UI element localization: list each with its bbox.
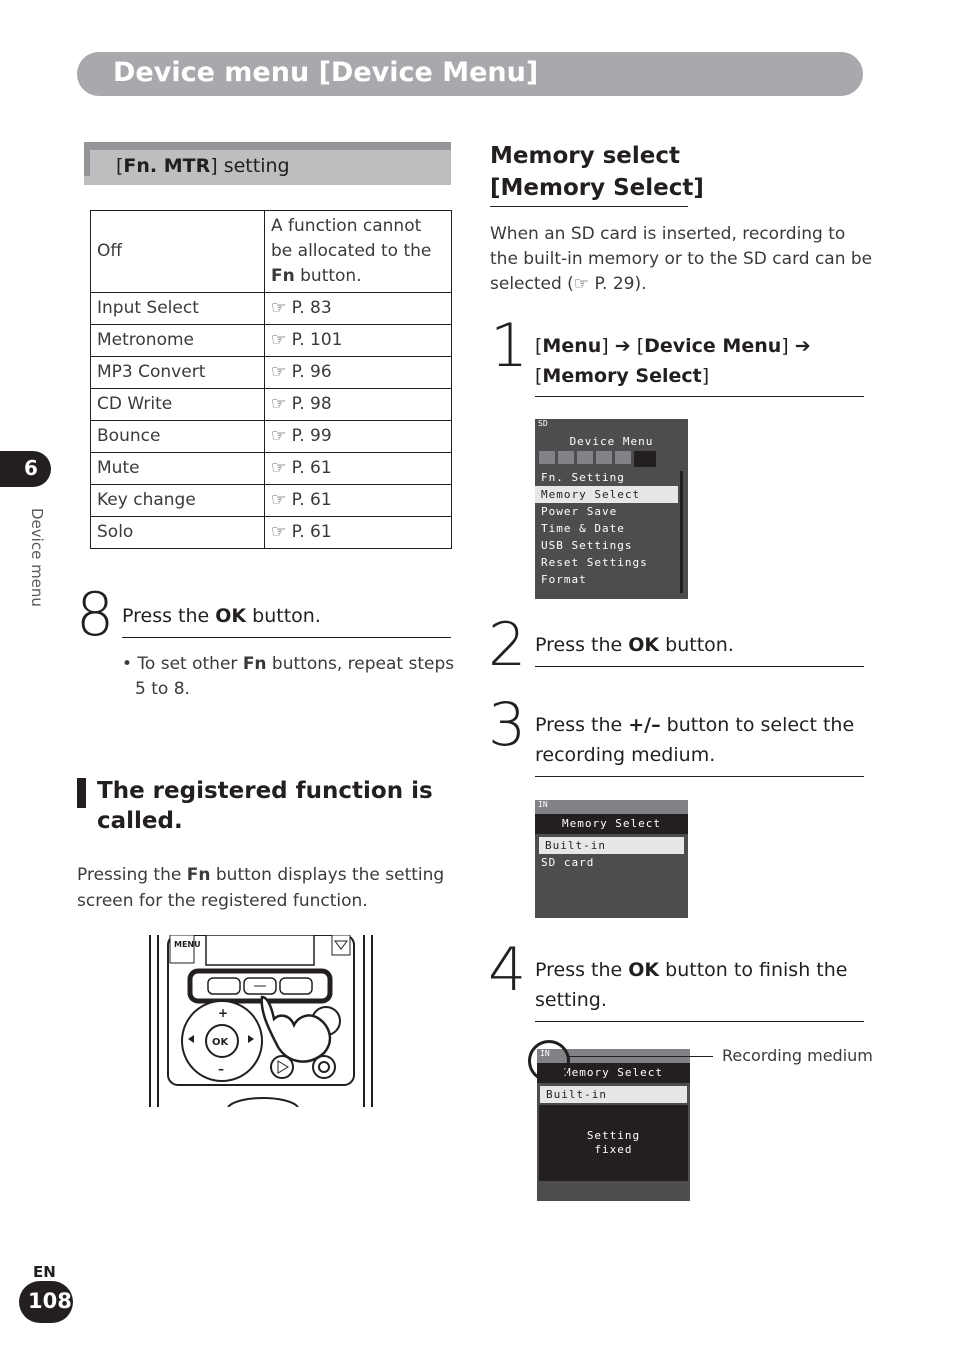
step-2-number: 2 <box>488 610 527 680</box>
table-cell: ☞ P. 83 <box>265 293 452 325</box>
ok-key-label: OK <box>212 1037 229 1048</box>
table-cell: Mute <box>91 453 265 485</box>
status-bar: SD <box>538 419 548 428</box>
screen-title: Memory Select <box>537 1063 690 1083</box>
memory-select-title: Memory select [Memory Select] <box>490 143 704 201</box>
table-cell: MP3 Convert <box>91 357 265 389</box>
svg-text:+: + <box>218 1006 229 1020</box>
callout-line <box>567 1056 713 1057</box>
step-1-number: 1 <box>490 311 529 381</box>
table-cell: Bounce <box>91 421 265 453</box>
screen-title: Memory Select <box>535 814 688 834</box>
step-3-rule <box>535 776 864 777</box>
step-8-bullet-line2: 5 to 8. <box>135 679 190 699</box>
language-code: EN <box>33 1263 56 1281</box>
table-cell: ☞ P. 96 <box>265 357 452 389</box>
table-cell: ☞ P. 61 <box>265 485 452 517</box>
table-cell: ☞ P. 101 <box>265 325 452 357</box>
step-4-number: 4 <box>488 935 527 1005</box>
table-row <box>91 453 452 485</box>
scrollbar <box>680 471 683 593</box>
table-row <box>91 389 452 421</box>
menu-item: Power Save <box>541 505 618 518</box>
step-4-rule <box>535 1021 864 1022</box>
heading-marker <box>77 778 86 808</box>
svg-text:–: – <box>218 1062 224 1076</box>
step-3-number: 3 <box>488 690 527 760</box>
table-row <box>91 357 452 389</box>
chapter-tab <box>0 451 51 487</box>
step-8-bullet: • To set other Fn buttons, repeat steps <box>122 654 455 674</box>
step-8-rule <box>122 637 451 638</box>
table-row <box>91 211 452 293</box>
table-cell: ☞ P. 99 <box>265 421 452 453</box>
table-cell: Off <box>91 211 265 293</box>
page-number-badge <box>19 1281 73 1323</box>
chapter-label-wrap <box>26 508 50 618</box>
registered-body: Pressing the Fn button displays the setting screen for the registered function. <box>77 865 445 911</box>
page-header-banner <box>77 52 863 96</box>
memory-select-screen <box>535 800 688 918</box>
table-cell: CD Write <box>91 389 265 421</box>
memory-intro: When an SD card is inserted, recording to the built-in memory or to the SD card can be selected (☞ P. 29). <box>490 224 873 294</box>
device-menu-screen <box>535 419 688 599</box>
table-row <box>91 517 452 549</box>
callout-label: Recording medium <box>722 1046 873 1065</box>
step-8-number: 8 <box>76 580 115 650</box>
menu-item: Fn. Setting <box>541 471 625 484</box>
fn-heading-text: [Fn. MTR] setting <box>116 155 290 177</box>
menu-tab-strip <box>535 451 688 469</box>
fn-function-table <box>90 210 452 549</box>
medium-option: SD card <box>541 856 595 869</box>
screen-title: Device Menu <box>569 435 654 448</box>
chapter-label: Device menu <box>28 508 46 607</box>
table-cell: ☞ P. 98 <box>265 389 452 421</box>
step-3-text: Press the +/– button to select the recording medium. <box>535 714 855 766</box>
menu-key-label: MENU <box>174 940 201 949</box>
medium-option-selected: Built-in <box>539 837 684 854</box>
table-cell: Key change <box>91 485 265 517</box>
step-1-text: [Menu] ➔ [Device Menu] ➔ [Memory Select] <box>535 335 811 387</box>
page-title: Device menu [Device Menu] <box>113 57 539 88</box>
menu-item: Time & Date <box>541 522 625 535</box>
status-bar: IN <box>537 1049 690 1063</box>
table-cell: Solo <box>91 517 265 549</box>
setting-fixed-dialog: Setting fixed <box>539 1105 688 1181</box>
status-bar: IN <box>535 800 688 814</box>
medium-option-selected: Built-in <box>540 1086 687 1103</box>
step-2-text: Press the OK button. <box>535 634 734 656</box>
table-cell: ☞ P. 61 <box>265 453 452 485</box>
step-1-rule <box>535 396 864 397</box>
table-cell: Metronome <box>91 325 265 357</box>
step-2-rule <box>535 666 864 667</box>
title-underline <box>490 206 688 207</box>
fn-section-heading <box>84 142 451 185</box>
table-row <box>91 485 452 517</box>
menu-item-selected: Memory Select <box>535 486 678 503</box>
callout-circle <box>528 1040 570 1082</box>
page-number: 108 <box>28 1289 72 1313</box>
menu-item: Format <box>541 573 587 586</box>
table-row <box>91 293 452 325</box>
recorder-illustration <box>148 935 374 1107</box>
table-row <box>91 325 452 357</box>
step-8-text: Press the OK button. <box>122 605 321 627</box>
table-row <box>91 421 452 453</box>
registered-heading: The registered function is called. <box>97 778 433 834</box>
table-cell: A function cannot be allocated to the Fn button. <box>265 211 452 293</box>
menu-item: Reset Settings <box>541 556 648 569</box>
step-4-text: Press the OK button to finish the setting. <box>535 959 848 1011</box>
menu-item: USB Settings <box>541 539 633 552</box>
table-cell: ☞ P. 61 <box>265 517 452 549</box>
table-cell: Input Select <box>91 293 265 325</box>
chapter-number: 6 <box>24 456 38 480</box>
